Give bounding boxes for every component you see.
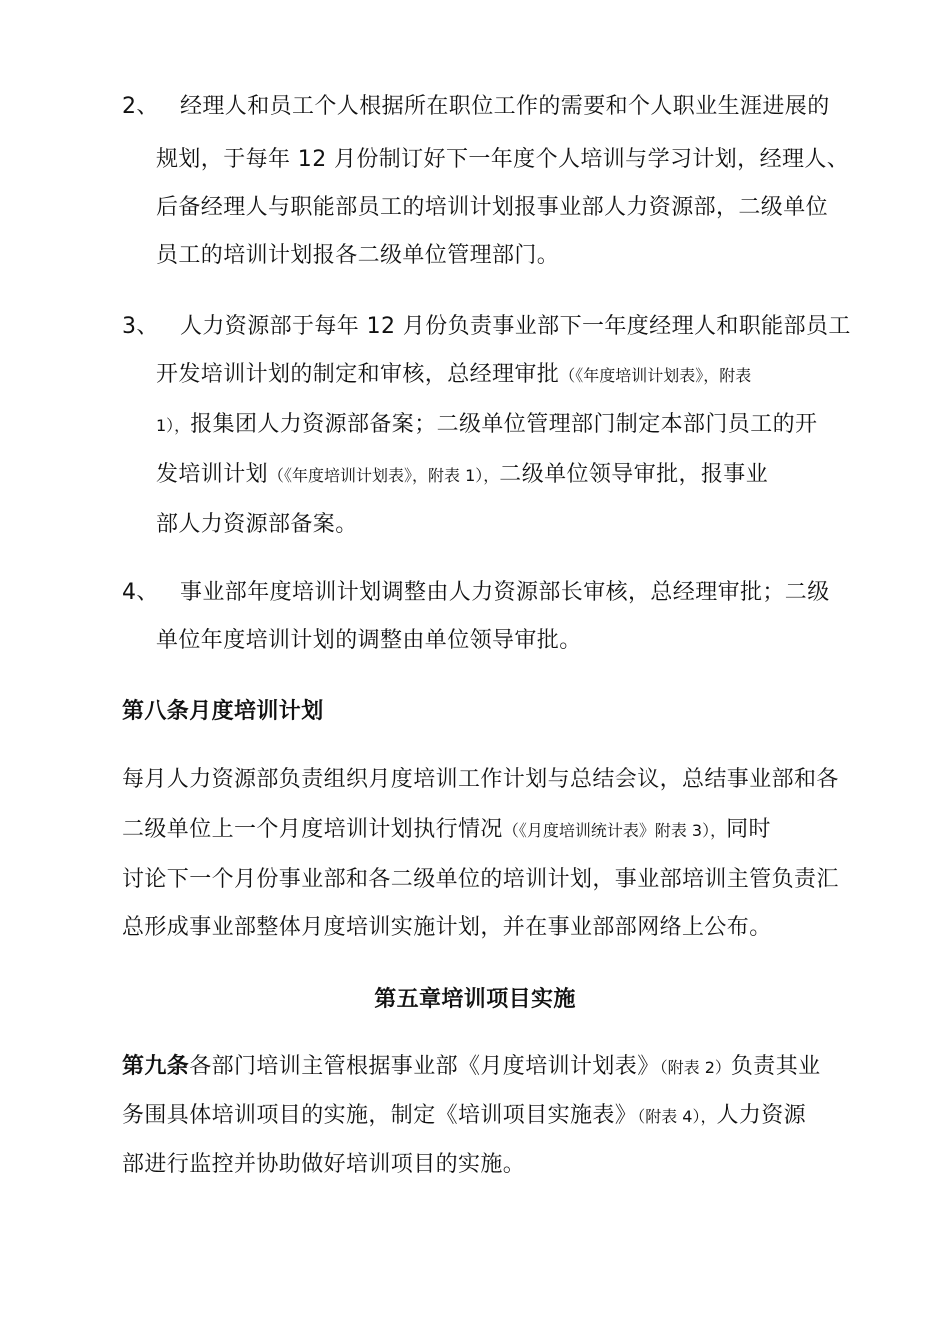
item-3-line-4 bbox=[156, 460, 768, 491]
article-8-line-2-text-b: 同时 bbox=[726, 817, 771, 842]
article-9-line-3: 部进行监控并协助做好培训项目的实施。 bbox=[122, 1152, 526, 1177]
article-8-line-2-note: （《月度培训统计表》附表 3）， bbox=[502, 821, 727, 840]
item-3-line-5: 部人力资源部备案。 bbox=[156, 512, 358, 537]
item-2-line-3: 后备经理人与职能部员工的培训计划报事业部人力资源部，二级单位 bbox=[156, 195, 829, 220]
item-3-line-1 bbox=[122, 312, 851, 342]
article-8-line-2-text-a: 二级单位上一个月度培训计划执行情况 bbox=[122, 817, 503, 842]
article-9-line-1-text-b: 负责其业 bbox=[730, 1054, 821, 1079]
item-2-text: 经理人和员工个人根据所在职位工作的需要和个人职业生涯进展的 bbox=[180, 94, 830, 119]
item-4-number: 4、 bbox=[122, 580, 159, 605]
item-4-line-1 bbox=[122, 578, 830, 608]
article-9-label: 第九条 bbox=[122, 1054, 190, 1079]
item-3-line-4-text-a: 发培训计划 bbox=[156, 462, 269, 487]
item-3-line-4-note: （《年度培训计划表》，附表 1）， bbox=[268, 466, 500, 485]
article-9-line-1 bbox=[122, 1052, 821, 1083]
item-3-line-4-text-b: 二级单位领导审批，报事业 bbox=[499, 462, 769, 487]
item-3-line-3-note: 1）， bbox=[156, 416, 191, 435]
article-9-line-1-text-a: 各部门培训主管根据事业部《月度培训计划表》 bbox=[189, 1054, 660, 1079]
item-3-line-3 bbox=[156, 410, 817, 441]
item-4-line-2: 单位年度培训计划的调整由单位领导审批。 bbox=[156, 628, 582, 653]
article-9-line-2-text-b: 人力资源 bbox=[716, 1103, 807, 1128]
item-2-number: 2、 bbox=[122, 94, 159, 119]
item-2-line-4: 员工的培训计划报各二级单位管理部门。 bbox=[156, 243, 560, 268]
item-3-line-2-note: （《年度培训计划表》，附表 bbox=[559, 366, 752, 385]
article-8-line-4: 总形成事业部整体月度培训实施计划，并在事业部部网络上公布。 bbox=[122, 915, 772, 940]
item-2-line-1 bbox=[122, 92, 830, 122]
item-2-line-2: 规划，于每年 12 月份制订好下一年度个人培训与学习计划，经理人、 bbox=[156, 147, 850, 172]
item-3-text: 人力资源部于每年 12 月份负责事业部下一年度经理人和职能部员工 bbox=[180, 314, 851, 339]
item-3-number: 3、 bbox=[122, 314, 159, 339]
article-9-line-2 bbox=[122, 1101, 806, 1132]
article-8-line-2 bbox=[122, 815, 771, 846]
article-8-line-1: 每月人力资源部负责组织月度培训工作计划与总结会议，总结事业部和各 bbox=[122, 767, 839, 792]
article-9-line-2-note: （附表 4）， bbox=[637, 1107, 717, 1126]
article-8-heading: 第八条月度培训计划 bbox=[122, 699, 324, 724]
item-3-line-2 bbox=[156, 360, 751, 391]
item-4-text: 事业部年度培训计划调整由人力资源部长审核，总经理审批；二级 bbox=[180, 580, 830, 605]
article-8-line-3: 讨论下一个月份事业部和各二级单位的培训计划，事业部培训主管负责汇 bbox=[122, 867, 839, 892]
article-9-line-2-text-a: 务围具体培训项目的实施，制定《培训项目实施表》 bbox=[122, 1103, 638, 1128]
item-3-line-2-text: 开发培训计划的制定和审核，总经理审批 bbox=[156, 362, 560, 387]
chapter-5-heading: 第五章培训项目实施 bbox=[374, 987, 576, 1012]
item-3-line-3-text: 报集团人力资源部备案；二级单位管理部门制定本部门员工的开 bbox=[190, 412, 818, 437]
article-9-line-1-note: （附表 2） bbox=[659, 1058, 731, 1077]
